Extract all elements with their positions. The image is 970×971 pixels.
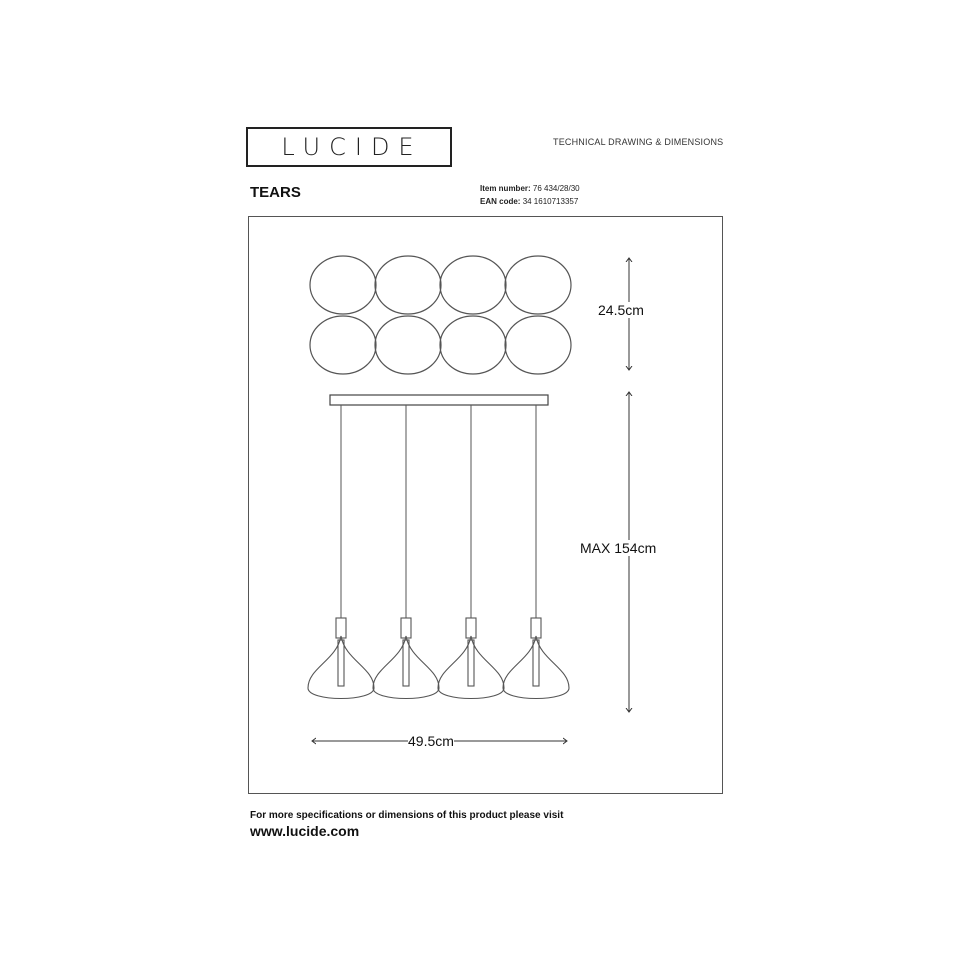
shade-top-view bbox=[440, 256, 506, 314]
shade-top-view bbox=[440, 316, 506, 374]
item-number-label: Item number: bbox=[480, 184, 531, 193]
shade-top-view bbox=[310, 256, 376, 314]
ean-label: EAN code: bbox=[480, 197, 521, 206]
shade-top-view bbox=[375, 316, 441, 374]
top-view-height-label: 24.5cm bbox=[598, 302, 644, 318]
product-name: TEARS bbox=[250, 184, 301, 201]
pendant-shade bbox=[503, 618, 569, 699]
item-number: 76 434/28/30 bbox=[532, 184, 580, 193]
shade-top-view bbox=[505, 256, 571, 314]
pendant-shade bbox=[308, 618, 374, 699]
ceiling-bar bbox=[330, 395, 548, 405]
shade-top-view bbox=[310, 316, 376, 374]
footer-note: For more specifications or dimensions of this product please visit bbox=[250, 810, 564, 821]
cables bbox=[341, 405, 536, 618]
max-height-label: MAX 154cm bbox=[580, 540, 657, 556]
lucide-logo: LUCIDE bbox=[246, 127, 452, 167]
shade-top-view bbox=[505, 316, 571, 374]
pendants bbox=[308, 618, 569, 699]
pendant-shade bbox=[373, 618, 439, 699]
document-title: TECHNICAL DRAWING & DIMENSIONS bbox=[553, 137, 724, 147]
pendant-shade bbox=[438, 618, 504, 699]
website-link[interactable]: www.lucide.com bbox=[250, 823, 360, 839]
shade-top-view bbox=[375, 256, 441, 314]
top-view bbox=[310, 256, 571, 374]
width-label: 49.5cm bbox=[408, 733, 454, 749]
ean-code: 34 1610713357 bbox=[522, 197, 579, 206]
